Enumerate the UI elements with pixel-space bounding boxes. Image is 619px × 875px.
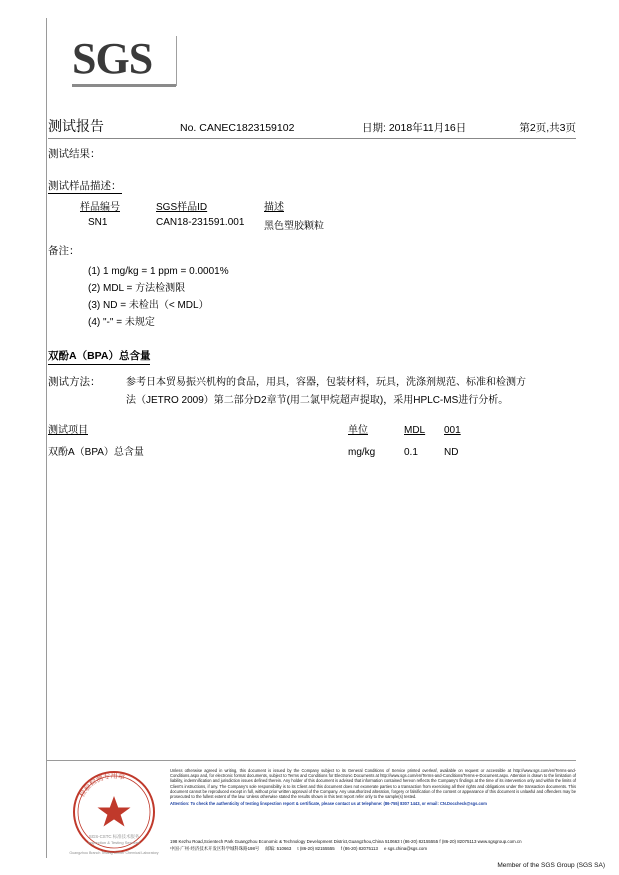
seal-graphic (62, 768, 166, 860)
svg-text:Guangzhou Branch Testing Cente: Guangzhou Branch Testing Center Chemical Laboratory (69, 851, 159, 855)
test-method-text (126, 374, 544, 410)
sgs-logo-text: SGS (72, 34, 153, 83)
col-sample-001: 001 (444, 425, 461, 436)
method-line-1: 参考日本贸易振兴机构的食品，用具，容器，包装材料，玩具，洗涤剂规范、标准和检测方 (126, 377, 526, 388)
table-row (48, 443, 576, 458)
bpa-results-table (48, 421, 576, 458)
cell-mdl: 0.1 (404, 447, 418, 458)
footer-member-text: Member of the SGS Group (SGS SA) (497, 862, 605, 869)
footer-postcode: 邮编: 510663 (265, 846, 292, 851)
test-results-label: 测试结果： (48, 148, 101, 160)
list-item: (3) ND = 未检出（< MDL） (88, 300, 209, 311)
bpa-section-heading: 双酚A（BPA）总含量 (48, 348, 150, 365)
col-test-item: 测试项目 (48, 425, 88, 436)
company-seal-stamp (62, 768, 166, 860)
footer-address-cn-line (170, 845, 576, 852)
notes-list (88, 263, 229, 331)
col-unit: 单位 (348, 425, 368, 436)
left-vertical-rule (46, 18, 47, 858)
footer-disclaimer (170, 768, 576, 806)
svg-text:检验检测专用章: 检验检测专用章 (78, 772, 126, 799)
svg-text:Inspection & Testing Services: Inspection & Testing Services (87, 840, 141, 845)
footer-tel: t (86-20) 82155555 (297, 846, 335, 851)
test-method-label: 测试方法： (48, 376, 101, 388)
cell-test-item: 双酚A（BPA）总含量 (48, 447, 144, 458)
cell-sample-no: SN1 (88, 217, 108, 228)
header-divider (48, 138, 576, 139)
cell-sgs-id: CAN18-231591.001 (156, 217, 245, 228)
sample-description-label (48, 178, 122, 193)
cell-description: 黑色塑胶颗粒 (264, 221, 324, 232)
col-sgs-id: SGS样品ID (156, 202, 208, 213)
cell-unit: mg/kg (348, 447, 376, 458)
table-header-row (48, 421, 576, 436)
footer-divider (46, 760, 576, 761)
method-line-2: 法（JETRO 2009）第二部分D2章节(用二氯甲烷超声提取)，采用HPLC-MS进行分析。 (126, 395, 509, 406)
report-header (48, 116, 576, 136)
footer-address-en: 198 Kezhu Road,Scientech Park Guangzhou Economic & Technology Development District,Guangzhou,China 510663 t (86-20) 82155555 f (86-20) 82075113 www.sgsgroup.com.cn (170, 839, 522, 844)
footer-disclaimer-text: Unless otherwise agreed in writing, this document is issued by the Company subject to its General Conditions of Service printed overleaf, available on request or accessible at http://www.sgs.com/en/Terms-and-Conditions.aspx and, for electronic format documents, subject to Terms and Conditions for Electronic Documents at http://www.sgs.com/en/Terms-and-Conditions/Terms-e-Document.aspx. Attention is drawn to the limitation of liability, indemnification and jurisdiction issues defined therein. Any holder of this document is advised that information contained hereon reflects the Company's findings at the time of its intervention only and within the limits of Client's instructions, if any. The Company's sole responsibility is to its Client and this document does not exonerate parties to a transaction from exercising all their rights and obligations under the transaction documents. This document cannot be reproduced except in full, without prior written approval of the Company. Any unauthorized alteration, forgery or falsification of the content or appearance of this document is unlawful and offenders may be prosecuted to the fullest extent of the law. Unless otherwise stated the results shown in this test report refer only to the sample(s) tested. (170, 768, 576, 800)
cell-result-001: ND (444, 447, 459, 458)
sample-description-label-text: 测试样品描述： (48, 180, 122, 192)
sgs-logo (72, 36, 192, 87)
notes-label: 备注： (48, 245, 80, 257)
table-row (80, 217, 500, 232)
sgs-logo-underline (72, 84, 176, 87)
footer-email: e sgs.china@sgs.com (384, 846, 428, 851)
report-number: No. CANEC1823159102 (180, 122, 295, 134)
sample-description-table (80, 198, 500, 232)
footer-attention: Attention: To check the authenticity of testing /inspection report & certificate, please contact us at telephone: (86-755) 8307 1443, or email: CN.Doccheck@sgs.com (170, 801, 487, 807)
footer-fax: f (86-20) 82075113 (340, 846, 378, 851)
report-date: 日期: 2018年11月16日 (362, 122, 467, 134)
sgs-logo-tick (176, 36, 177, 86)
col-sample-no: 样品编号 (80, 202, 120, 213)
svg-text:SGS-CSTC 标准技术服务: SGS-CSTC 标准技术服务 (88, 834, 140, 839)
col-description: 描述 (264, 202, 284, 213)
list-item: (2) MDL = 方法检测限 (88, 283, 186, 294)
list-item: (4) "-" = 未规定 (88, 317, 155, 328)
footer-address (170, 838, 576, 852)
page-number: 第2页,共3页 (519, 122, 576, 134)
col-mdl: MDL (404, 425, 426, 436)
list-item: (1) 1 mg/kg = 1 ppm = 0.0001% (88, 266, 229, 277)
page-title: 测试报告 (48, 118, 104, 134)
footer-address-cn: 中国·广州·经济技术开发区科学城科珠路198号 (170, 846, 260, 851)
table-header-row (80, 198, 500, 213)
